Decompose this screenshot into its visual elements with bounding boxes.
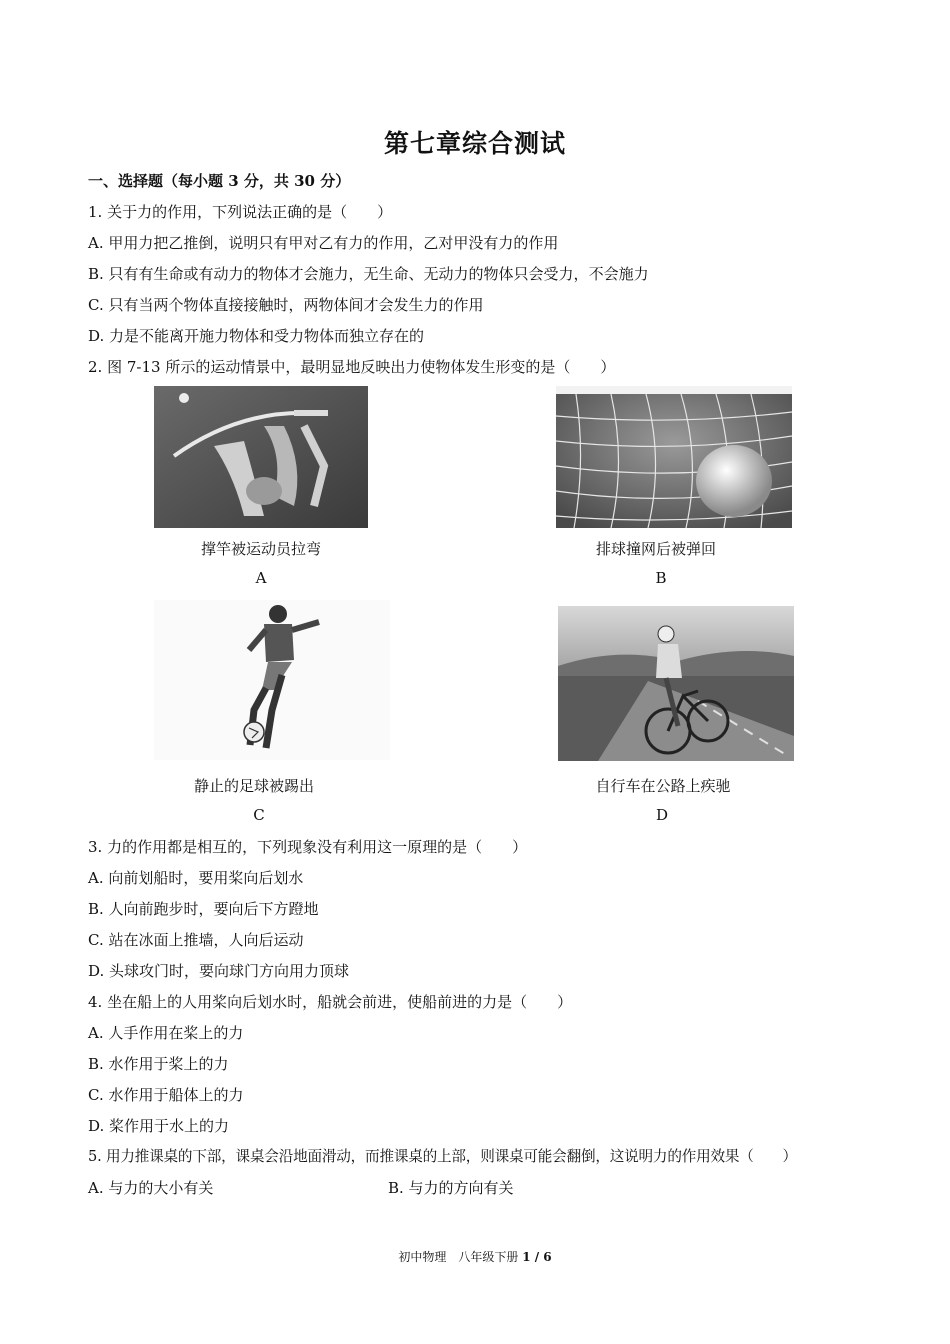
footer-page-number: 1 / 6 [522,1250,552,1264]
figure-d-caption: 自行车在公路上疾驰 [595,777,731,795]
question-5-option-a: A. 与力的大小有关 [88,1179,214,1197]
figure-a-pole-vault [154,386,368,528]
figure-a-letter: A [255,569,267,587]
figure-c-letter: C [253,806,265,824]
figure-c-caption: 静止的足球被踢出 [193,777,314,795]
question-5-stem: 5. 用力推课桌的下部，课桌会沿地面滑动，而推课桌的上部，则课桌可能会翻倒，这说明力的作用效果（ ） [88,1148,797,1165]
question-2-stem: 2. 图 7-13 所示的运动情景中，最明显地反映出力使物体发生形变的是（ ） [88,358,616,376]
figure-d-letter: D [655,806,669,824]
question-3-option-a: A. 向前划船时，要用桨向后划水 [88,869,304,887]
question-1-option-d: D. 力是不能离开施力物体和受力物体而独立存在的 [88,327,425,345]
question-4-option-c: C. 水作用于船体上的力 [88,1086,244,1104]
question-1-option-a: A. 甲用力把乙推倒，说明只有甲对乙有力的作用，乙对甲没有力的作用 [88,234,559,252]
figure-a-caption: 撑竿被运动员拉弯 [200,540,321,558]
question-4-option-d: D. 桨作用于水上的力 [88,1117,230,1135]
question-1-option-c: C. 只有当两个物体直接接触时，两物体间才会发生力的作用 [88,296,484,314]
question-4-option-a: A. 人手作用在桨上的力 [88,1024,244,1042]
question-4-stem: 4. 坐在船上的人用桨向后划水时，船就会前进，使船前进的力是（ ） [88,993,573,1011]
page-title: 第七章综合测试 [383,129,566,158]
figure-b-volleyball-net [556,386,792,528]
question-5-option-b: B. 与力的方向有关 [388,1179,514,1197]
footer-subject: 初中物理 八年级下册 [398,1250,519,1264]
figure-b-caption: 排球撞网后被弹回 [595,540,716,558]
figure-d-cyclist [558,606,794,761]
question-3-option-c: C. 站在冰面上推墙，人向后运动 [88,931,304,949]
section-heading: 一、选择题（每小题 3 分，共 30 分） [88,172,351,190]
question-1-option-b: B. 只有有生命或有动力的物体才会施力，无生命、无动力的物体只会受力，不会施力 [88,265,649,283]
question-3-option-b: B. 人向前跑步时，要向后下方蹬地 [88,900,319,918]
question-1-stem: 1. 关于力的作用，下列说法正确的是（ ） [88,203,393,221]
page-footer [0,1248,950,1265]
figure-c-soccer-kick [154,600,390,760]
figure-b-letter: B [655,569,667,587]
question-3-option-d: D. 头球攻门时，要向球门方向用力顶球 [88,962,350,980]
question-3-stem: 3. 力的作用都是相互的，下列现象没有利用这一原理的是（ ） [88,838,528,856]
question-4-option-b: B. 水作用于桨上的力 [88,1055,229,1073]
